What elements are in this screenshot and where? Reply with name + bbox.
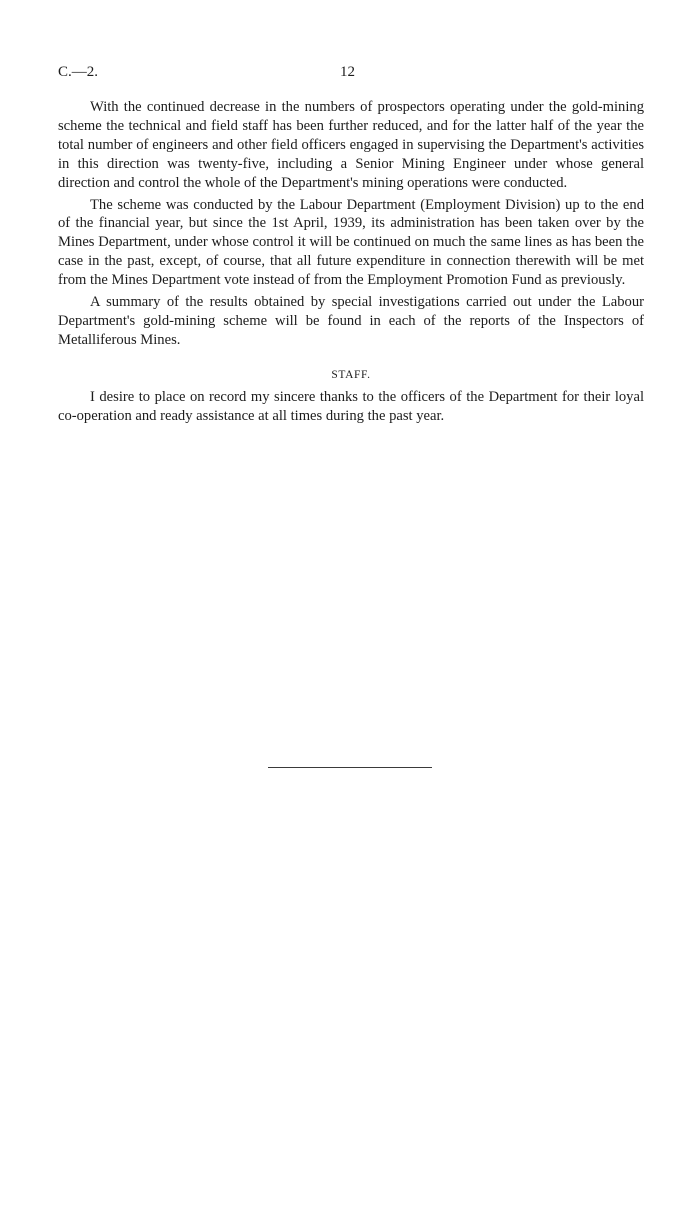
page-header	[58, 64, 642, 84]
paragraph-field-staff: With the continued decrease in the numbers of prospectors operating under the gold-mining scheme the technical and field staff has been further reduced, and for the latter half of the year the total number of engineers and other field officers engaged in supervising the Department's activities in this direction was twenty-five, including a Senior Mining Engineer under whose general direction and control the whole of the Department's mining operations were conducted.	[58, 99, 644, 191]
section-divider	[268, 767, 432, 768]
document-reference: C.—2.	[58, 64, 99, 80]
section-heading-staff: STAFF.	[331, 368, 371, 381]
paragraph-staff-thanks: I desire to place on record my sincere thanks to the officers of the Department for their loyal co-operation and ready assistance at all times during the past year.	[58, 388, 644, 424]
paragraph-investigations-summary: A summary of the results obtained by special investigations carried out under the Labour Department's gold-mining scheme will be found in each of the reports of the Inspectors of Metalliferous Mines.	[58, 294, 644, 348]
body-text	[58, 98, 644, 429]
page-number: 12	[340, 64, 355, 80]
paragraph-scheme-administration: The scheme was conducted by the Labour Department (Employment Division) up to the end of the financial year, but since the 1st April, 1939, its administration has been taken over by the Mines Department, under whose control it will be continued on much the same lines as has been the case in the past, except, of course, that all future expenditure in connection therewith will be met from the Mines Department vote instead of from the Employment Promotion Fund as previously.	[58, 196, 644, 289]
